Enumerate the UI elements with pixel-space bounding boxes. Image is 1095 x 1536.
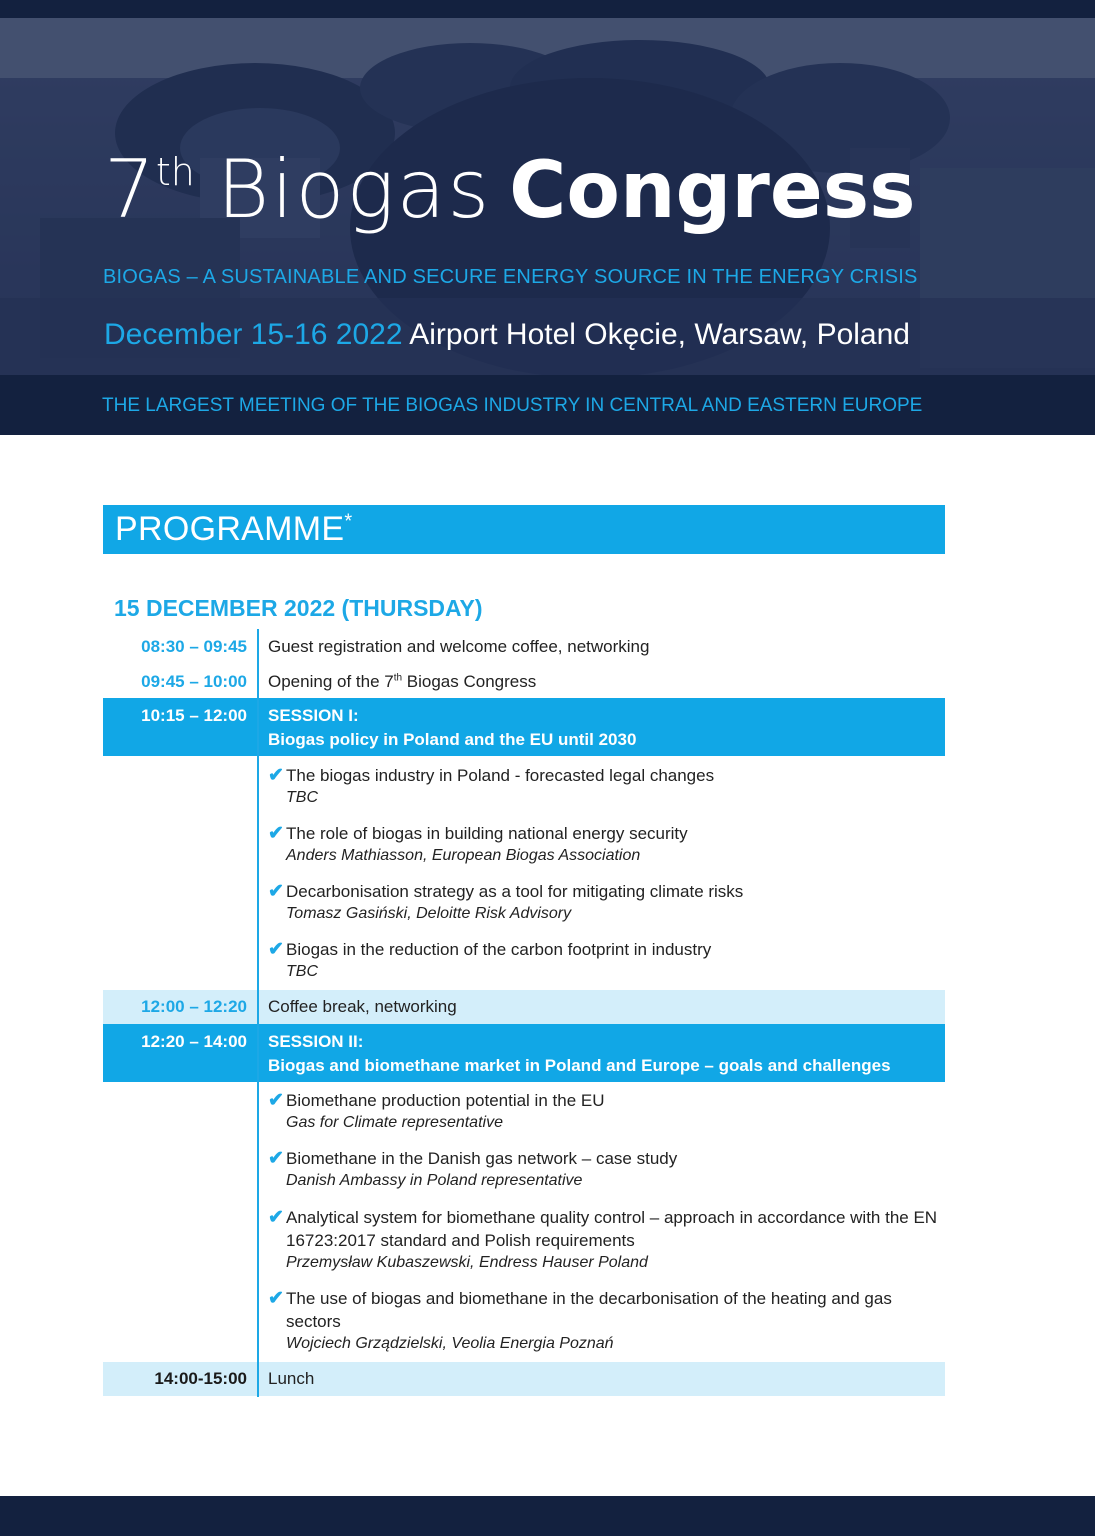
item-title: Analytical system for biomethane quality control – approach in accordance with the EN 16723:2017 standard and Polish requirements: [286, 1208, 938, 1250]
item-speaker: Przemysław Kubaszewski, Endress Hauser Poland: [286, 1254, 648, 1271]
check-icon: ✔: [268, 1090, 284, 1111]
event-date: December 15-16 2022: [104, 318, 403, 351]
item-title: Decarbonisation strategy as a tool for mitigating climate risks: [286, 882, 744, 901]
day-heading: 15 DECEMBER 2022 (THURSDAY): [114, 595, 483, 621]
item-title: Biomethane production potential in the EU: [286, 1091, 605, 1110]
congress-title: [104, 143, 916, 236]
programme-asterisk: *: [344, 510, 353, 533]
session-1-title: Biogas policy in Poland and the EU until 2030: [268, 730, 637, 749]
check-icon: ✔: [268, 823, 284, 844]
session-2-title: Biogas and biomethane market in Poland and Europe – goals and challenges: [268, 1056, 891, 1075]
time-opening: 09:45 – 10:00: [141, 672, 247, 691]
date-venue: [104, 318, 910, 352]
session-1-heading: [268, 704, 636, 752]
check-icon: ✔: [268, 1288, 284, 1309]
event-venue: Airport Hotel Okęcie, Warsaw, Poland: [409, 318, 910, 351]
check-icon: ✔: [268, 1148, 284, 1169]
desc-coffee: Coffee break, networking: [268, 997, 457, 1016]
programme-title-text: PROGRAMME: [115, 510, 345, 548]
time-lunch: 14:00-15:00: [154, 1369, 247, 1388]
opening-text-end: Biogas Congress: [402, 672, 537, 691]
time-coffee: 12:00 – 12:20: [141, 997, 247, 1016]
time-registration: 08:30 – 09:45: [141, 637, 247, 656]
check-icon: ✔: [268, 881, 284, 902]
title-word: Biogas: [216, 143, 492, 236]
opening-text: Opening of the 7: [268, 672, 394, 691]
item-title: The role of biogas in building national energy security: [286, 824, 688, 843]
opening-sup: th: [393, 672, 403, 684]
check-icon: ✔: [268, 939, 284, 960]
item-speaker: Anders Mathiasson, European Biogas Association: [286, 847, 641, 864]
desc-registration: Guest registration and welcome coffee, networking: [268, 637, 650, 656]
time-session-1: 10:15 – 12:00: [141, 706, 247, 725]
item-title: Biogas in the reduction of the carbon footprint in industry: [286, 940, 712, 959]
title-suffix: th: [155, 150, 195, 194]
desc-lunch: Lunch: [268, 1369, 315, 1388]
time-session-2: 12:20 – 14:00: [141, 1032, 247, 1051]
desc-opening: [268, 672, 536, 692]
item-title: The use of biogas and biomethane in the decarbonisation of the heating and gas sectors: [286, 1289, 892, 1331]
tagline: THE LARGEST MEETING OF THE BIOGAS INDUSTRY IN CENTRAL AND EASTERN EUROPE: [102, 395, 923, 416]
item-title: The biogas industry in Poland - forecasted legal changes: [286, 766, 715, 785]
item-speaker: TBC: [286, 963, 318, 980]
item-speaker: TBC: [286, 789, 318, 806]
timeline-divider: [257, 629, 259, 1397]
item-speaker: Gas for Climate representative: [286, 1114, 503, 1131]
title-number: 7: [104, 143, 156, 236]
item-speaker: Tomasz Gasiński, Deloitte Risk Advisory: [286, 905, 572, 922]
session-2-heading: [268, 1030, 891, 1078]
programme-heading-bar: [103, 505, 945, 554]
subtitle: BIOGAS – A SUSTAINABLE AND SECURE ENERGY SOURCE IN THE ENERGY CRISIS: [103, 266, 918, 288]
check-icon: ✔: [268, 1207, 284, 1228]
title-bold: Congress: [509, 146, 916, 236]
top-bar: [0, 0, 1095, 18]
session-2-label: SESSION II:: [268, 1032, 364, 1051]
check-icon: ✔: [268, 765, 284, 786]
session-1-label: SESSION I:: [268, 706, 359, 725]
bottom-bar: [0, 1496, 1095, 1536]
programme-title: [115, 510, 352, 549]
item-speaker: Wojciech Grządzielski, Veolia Energia Poznań: [286, 1335, 614, 1352]
item-speaker: Danish Ambassy in Poland representative: [286, 1172, 583, 1189]
item-title: Biomethane in the Danish gas network – case study: [286, 1149, 678, 1168]
